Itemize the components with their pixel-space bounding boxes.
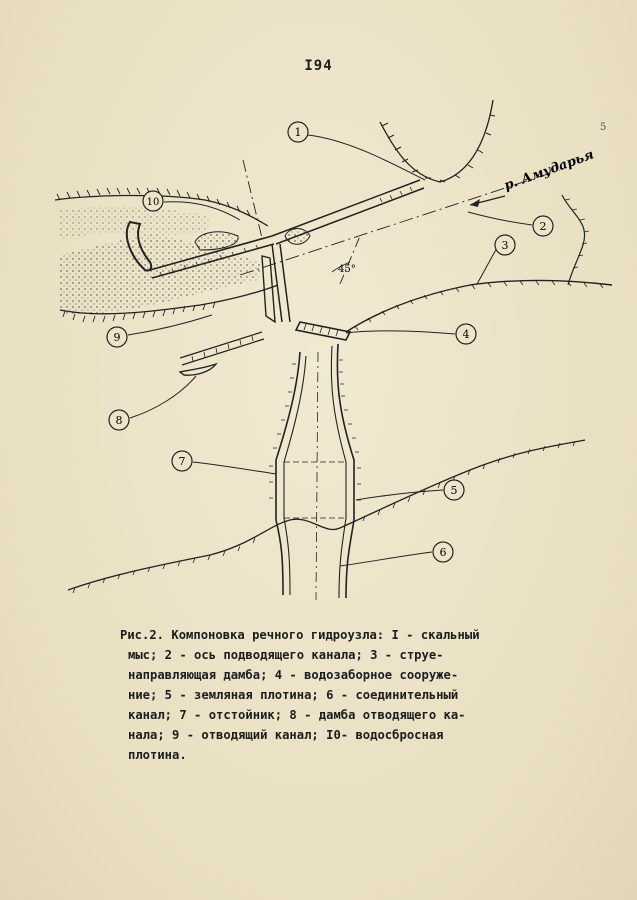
caption-line: мыс; 2 - ось подводящего канала; 3 - струе- (128, 648, 444, 662)
settling-basin-left (276, 352, 300, 595)
right-hillside (562, 195, 585, 285)
vertical-axis (243, 160, 262, 238)
callout-label-8: 8 (115, 414, 123, 427)
right-hillside-hatch (565, 199, 589, 268)
figure-caption (120, 625, 568, 765)
stream-directing-dam-hatch (355, 281, 603, 330)
callout-leader-7 (193, 462, 276, 474)
rocky-cape-line (380, 100, 493, 182)
discharge-dam (180, 364, 216, 375)
settling-basin-left-hatch (269, 364, 296, 498)
stray-mark: 5 (600, 122, 607, 133)
earthen-dam-hatch (73, 441, 575, 593)
callout-label-6: 6 (439, 546, 447, 559)
angle-line (340, 236, 360, 284)
callout-leader-5 (356, 490, 443, 500)
callout-leader-6 (340, 552, 432, 566)
callout-group (107, 122, 553, 566)
callout-label-9: 9 (113, 331, 121, 344)
settling-basin-crosslines (284, 462, 346, 518)
page-number: I94 (304, 58, 333, 74)
callout-label-7: 7 (178, 455, 186, 468)
river-label: р. Амударья (502, 147, 597, 194)
settling-basin-right-hatch (339, 360, 361, 500)
angle-label: 45° (338, 264, 356, 275)
settling-basin-axis (316, 352, 318, 600)
callout-leader-1 (308, 135, 425, 180)
caption-line: канал; 7 - отстойник; 8 - дамба отводящего ка- (128, 708, 466, 722)
intake-structure (296, 322, 350, 340)
callout-label-10: 10 (146, 197, 160, 208)
caption-line: направляющая дамба; 4 - водозаборное сооруже- (128, 668, 459, 682)
river-flow-arrowhead (470, 199, 480, 207)
callout-label-5: 5 (450, 484, 458, 497)
callout-leader-3 (477, 248, 497, 284)
caption-line: нала; 9 - отводящий канал; I0- водосбросная (128, 728, 444, 742)
callout-leader-2 (468, 212, 532, 225)
caption-line: плотина. (128, 748, 187, 762)
callout-label-4: 4 (462, 328, 470, 341)
callout-leader-9 (128, 315, 212, 335)
stream-directing-dam (346, 280, 612, 332)
callout-leader-8 (130, 376, 196, 418)
caption-line: ние; 5 - земляная плотина; 6 - соединительный (128, 688, 459, 702)
callout-label-1: 1 (294, 126, 302, 139)
callout-leader-4 (346, 331, 455, 334)
earthen-dam (68, 440, 585, 590)
callout-label-3: 3 (501, 239, 509, 252)
callout-label-2: 2 (539, 220, 547, 233)
discharge-canal-hatch (192, 336, 253, 361)
caption-line: Рис.2. Компоновка речного гидроузла: I - скальный (120, 628, 480, 642)
